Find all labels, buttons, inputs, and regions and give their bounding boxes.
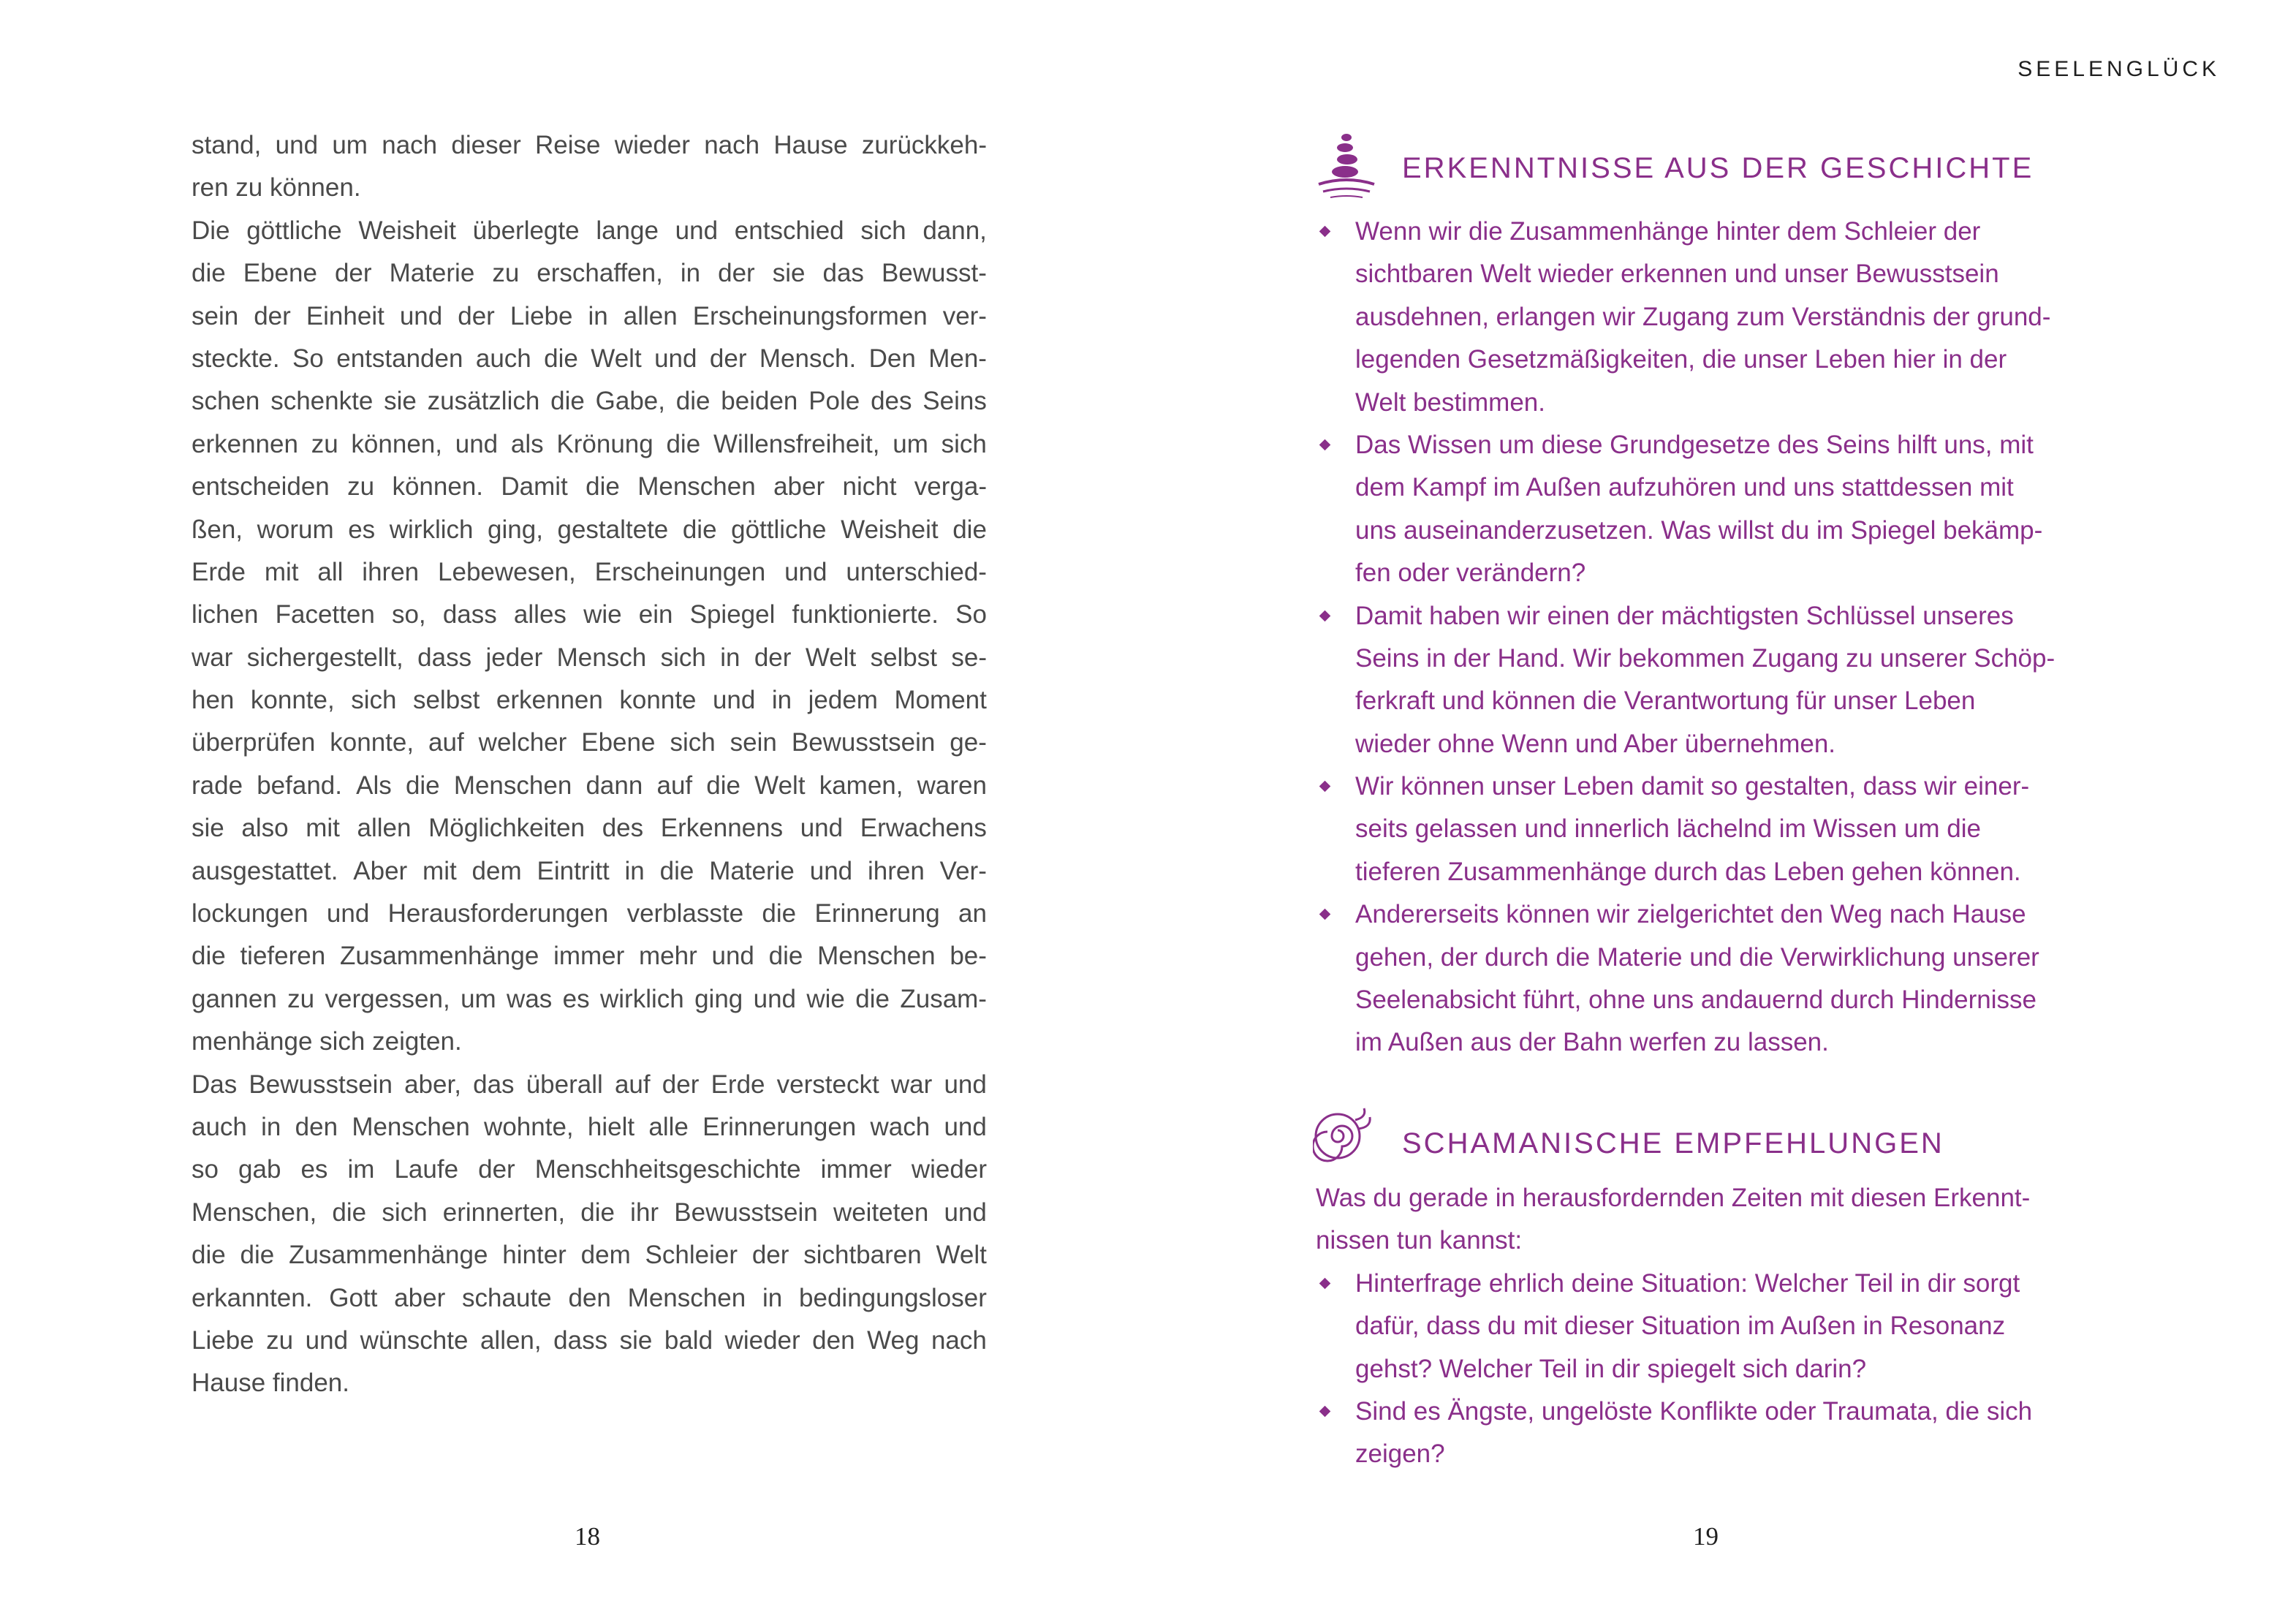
text-line: ausdehnen, erlangen wir Zugang zum Verständnis der grund- xyxy=(1355,302,2051,331)
text-line: Welt bestimmen. xyxy=(1355,387,1545,417)
text-line: Liebe zu und wünschte allen, dass sie bald wieder den Weg nach xyxy=(192,1325,987,1355)
stacked-stones-icon xyxy=(1313,132,1380,205)
text-line: Das Bewusstsein aber, das überall auf der Erde versteckt war und xyxy=(192,1070,987,1099)
text-line: nissen tun kannst: xyxy=(1316,1226,1523,1255)
text-line: Sind es Ängste, ungelöste Konflikte oder Traumata, die sich xyxy=(1355,1396,2033,1426)
text-line: im Außen aus der Bahn werfen zu lassen. xyxy=(1355,1028,1829,1057)
text-line: war sichergestellt, dass jeder Mensch sich in der Welt selbst se- xyxy=(192,643,987,672)
section-title: ERKENNTNISSE AUS DER GESCHICHTE xyxy=(1402,151,2034,184)
page-number-right: 19 xyxy=(1693,1522,1719,1551)
text-line: sein der Einheit und der Liebe in allen Erscheinungsformen ver- xyxy=(192,301,987,330)
text-line: erkennen zu können, und als Krönung die Willensfreiheit, um sich xyxy=(192,429,987,458)
diamond-bullet-icon xyxy=(1319,1278,1331,1290)
text-line: schen schenkte sie zusätzlich die Gabe, die beiden Pole des Seins xyxy=(192,387,987,416)
diamond-bullet-icon xyxy=(1319,439,1331,451)
text-line: lockungen und Herausforderungen verblasste die Erinnerung an xyxy=(192,899,987,928)
text-line: Seins in der Hand. Wir bekommen Zugang zu unserer Schöp- xyxy=(1355,643,2056,673)
section-heading-empfehlungen xyxy=(1313,1107,1944,1180)
list-item xyxy=(1316,1263,2123,1391)
text-line: Andererseits können wir zielgerichtet den Weg nach Hause xyxy=(1355,900,2026,929)
diamond-bullet-icon xyxy=(1319,1406,1331,1418)
text-line: gehst? Welcher Teil in dir spiegelt sich darin? xyxy=(1355,1354,1867,1383)
text-line: Hause finden. xyxy=(192,1369,349,1398)
text-line: die die Zusammenhänge hinter dem Schleier der sichtbaren Welt xyxy=(192,1241,987,1270)
text-line: entscheiden zu können. Damit die Menschen aber nicht verga- xyxy=(192,472,987,502)
text-line: uns auseinanderzusetzen. Was willst du im Spiegel bekämp- xyxy=(1355,515,2043,545)
text-line: ferkraft und können die Verantwortung für unser Leben xyxy=(1355,686,1976,716)
text-line: die Ebene der Materie zu erschaffen, in der sie das Bewusst- xyxy=(192,259,987,288)
list-item xyxy=(1316,893,2123,1064)
text-line: hen konnte, sich selbst erkennen konnte und in jedem Moment xyxy=(192,686,987,715)
text-line: seits gelassen und innerlich lächelnd im Wissen um die xyxy=(1355,814,1981,844)
text-line: überprüfen konnte, auf welcher Ebene sich sein Bewusstsein ge- xyxy=(192,728,987,757)
section1-body xyxy=(1316,211,2123,1064)
text-line: erkannten. Gott aber schaute den Menschen in bedingungsloser xyxy=(192,1283,987,1312)
text-line: Damit haben wir einen der mächtigsten Schlüssel unseres xyxy=(1355,601,2014,630)
text-line: Was du gerade in herausfordernden Zeiten mit diesen Erkennt- xyxy=(1316,1184,2031,1212)
list-item xyxy=(1316,1391,2123,1476)
bullet-list xyxy=(1316,1263,2123,1476)
text-line: Menschen, die sich erinnerten, die ihr Bewusstsein weiteten und xyxy=(192,1198,987,1227)
text-line: Erde mit all ihren Lebewesen, Erscheinungen und unterschied- xyxy=(192,557,987,586)
section2-body xyxy=(1316,1177,2123,1476)
text-line: lichen Facetten so, dass alles wie ein Spiegel funktionierte. So xyxy=(192,600,987,629)
section-heading-erkenntnisse xyxy=(1313,132,2034,205)
text-line: menhänge sich zeigten. xyxy=(192,1027,462,1056)
left-page-body xyxy=(192,124,987,1405)
diamond-bullet-icon xyxy=(1319,610,1331,621)
text-line: wieder ohne Wenn und Aber übernehmen. xyxy=(1355,729,1836,758)
text-line: auch in den Menschen wohnte, hielt alle Erinnerungen wach und xyxy=(192,1112,987,1141)
text-line: Hinterfrage ehrlich deine Situation: Welcher Teil in dir sorgt xyxy=(1355,1268,2020,1298)
text-line: sichtbaren Welt wieder erkennen und unser Bewusstsein xyxy=(1355,260,1999,289)
page-number-left: 18 xyxy=(575,1522,600,1551)
diamond-bullet-icon xyxy=(1319,909,1331,920)
text-line: so gab es im Laufe der Menschheitsgeschichte immer wieder xyxy=(192,1155,987,1184)
section2-intro xyxy=(1316,1177,2123,1263)
text-line: gehen, der durch die Materie und die Verwirklichung unserer xyxy=(1355,942,2039,972)
text-line: ausgestattet. Aber mit dem Eintritt in die Materie und ihren Ver- xyxy=(192,856,987,885)
text-line: zeigen? xyxy=(1355,1439,1445,1469)
diamond-bullet-icon xyxy=(1319,781,1331,792)
list-item xyxy=(1316,424,2123,595)
bullet-list xyxy=(1316,211,2123,1064)
list-item xyxy=(1316,595,2123,766)
running-head: SEELENGLÜCK xyxy=(2017,57,2220,81)
section-title: SCHAMANISCHE EMPFEHLUNGEN xyxy=(1402,1127,1944,1159)
text-line: sie also mit allen Möglichkeiten des Erkennens und Erwachens xyxy=(192,814,987,843)
list-item xyxy=(1316,211,2123,424)
text-line: steckte. So entstanden auch die Welt und der Mensch. Den Men- xyxy=(192,344,987,373)
text-line: dafür, dass du mit dieser Situation im Außen in Resonanz xyxy=(1355,1312,2006,1341)
list-item xyxy=(1316,765,2123,893)
text-line: stand, und um nach dieser Reise wieder nach Hause zurückkeh- xyxy=(192,131,987,159)
text-line: rade befand. Als die Menschen dann auf die Welt kamen, waren xyxy=(192,771,987,800)
text-line: Das Wissen um diese Grundgesetze des Seins hilft uns, mit xyxy=(1355,430,2034,459)
text-line: die tieferen Zusammenhänge immer mehr und die Menschen be- xyxy=(192,942,987,971)
text-line: fen oder verändern? xyxy=(1355,559,1586,588)
diamond-bullet-icon xyxy=(1319,226,1331,238)
text-line: Wenn wir die Zusammenhänge hinter dem Schleier der xyxy=(1355,217,1981,246)
text-line: ren zu können. xyxy=(192,173,361,203)
text-line: legenden Gesetzmäßigkeiten, die unser Leben hier in der xyxy=(1355,345,2007,374)
text-line: Wir können unser Leben damit so gestalten, dass wir einer- xyxy=(1355,772,2030,801)
spiral-shell-icon xyxy=(1313,1107,1380,1180)
text-line: Seelenabsicht führt, ohne uns andauernd durch Hindernisse xyxy=(1355,985,2037,1015)
text-line: gannen zu vergessen, um was es wirklich ging und wie die Zusam- xyxy=(192,984,987,1013)
text-line: dem Kampf im Außen aufzuhören und uns stattdessen mit xyxy=(1355,473,2014,502)
text-line: tieferen Zusammenhänge durch das Leben gehen können. xyxy=(1355,857,2021,886)
text-line: ßen, worum es wirklich ging, gestaltete die göttliche Weisheit die xyxy=(192,515,987,544)
text-line: Die göttliche Weisheit überlegte lange und entschied sich dann, xyxy=(192,216,987,245)
